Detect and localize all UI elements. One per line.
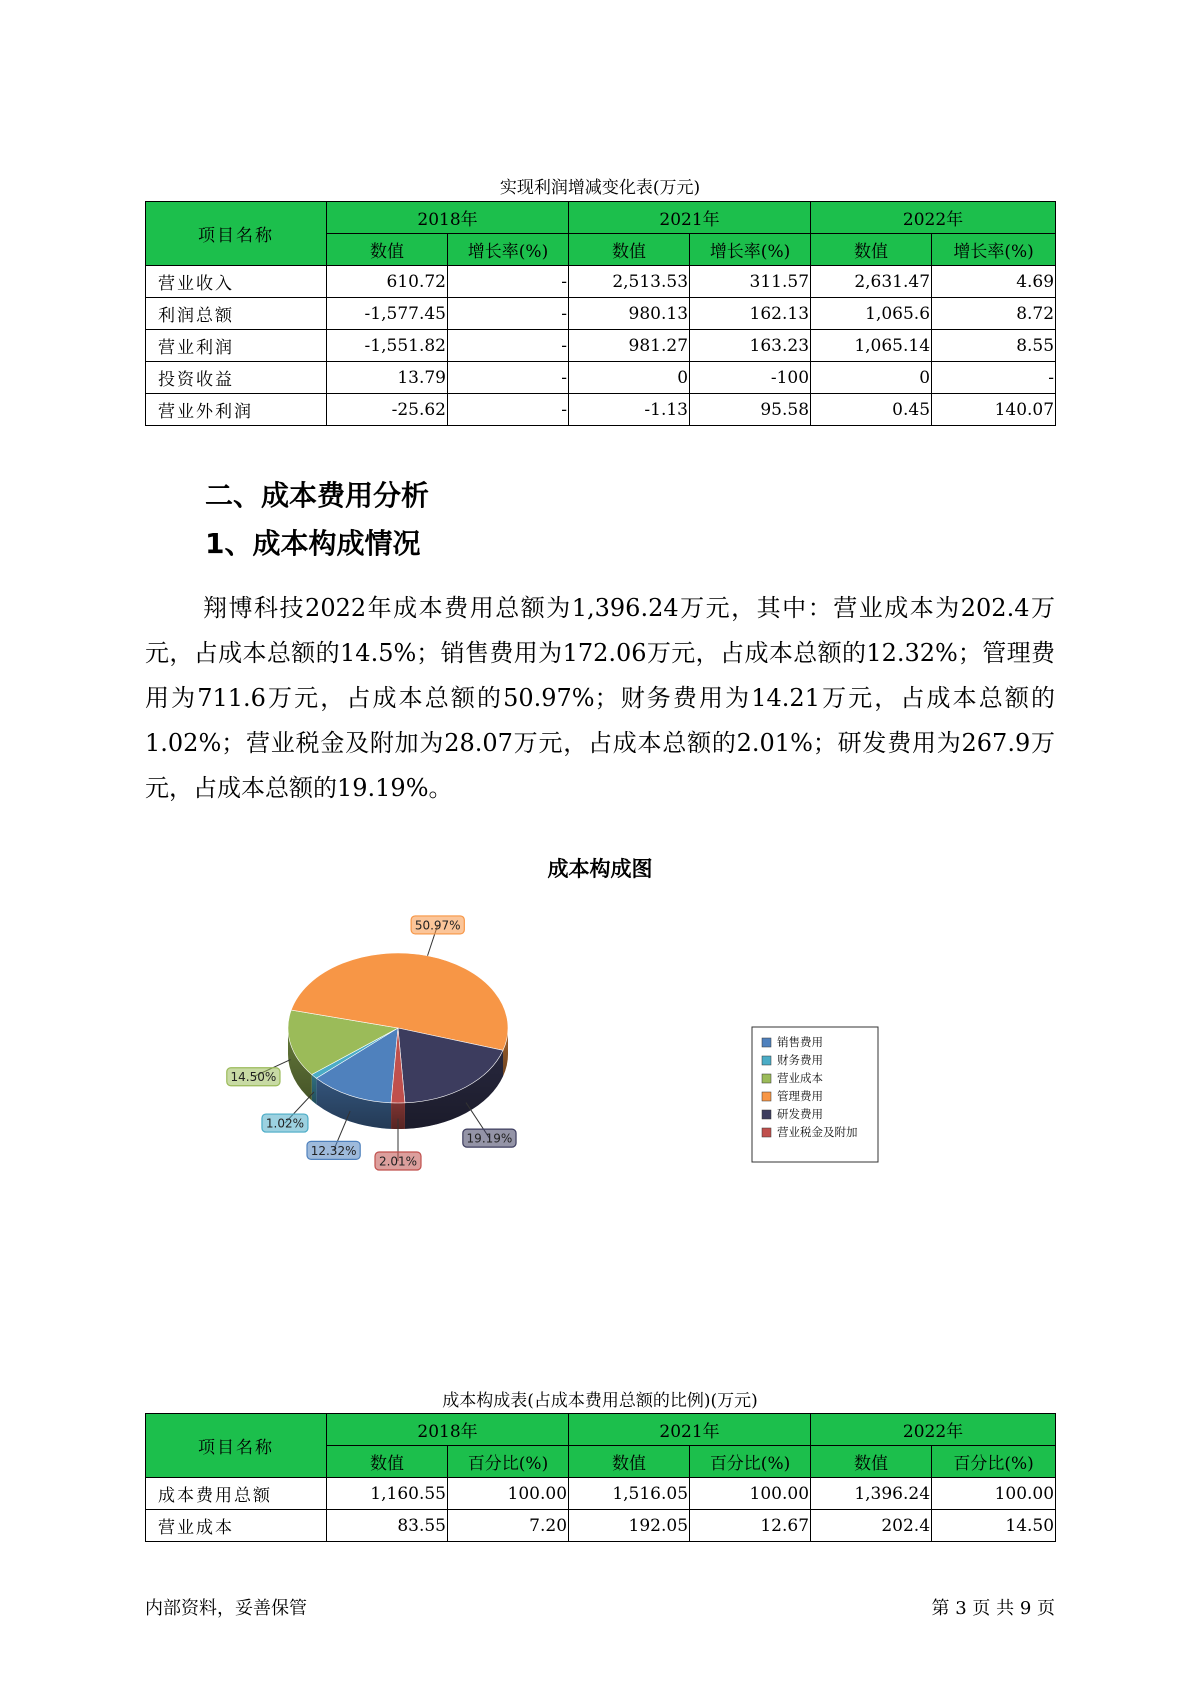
table-cell: 202.4 [811, 1510, 932, 1542]
sub-header: 数值 [327, 1446, 448, 1478]
sub-header: 百分比(%) [448, 1446, 569, 1478]
sub-header: 数值 [569, 1446, 690, 1478]
table-cell: 100.00 [690, 1478, 811, 1510]
table-row [146, 298, 1056, 330]
row-name: 利润总额 [146, 298, 327, 330]
table-row [146, 362, 1056, 394]
paragraph-text: 翔博科技2022年成本费用总额为1,396.24万元，其中：营业成本为202.4万元，占成本总额的14.5%；销售费用为172.06万元，占成本总额的12.32%；管理费用为711.6万元，占成本总额的50.97%；财务费用为14.21万元，占成本总额的1.02%；营业税金及附加为28.07万元，占成本总额的2.01%；研发费用为267.9万元，占成本总额的19.19%。 [145, 594, 1055, 802]
profit-table-body [146, 202, 1056, 426]
row-name: 营业成本 [146, 1510, 327, 1542]
footer-page-number: 第 3 页 共 9 页 [931, 1598, 1055, 1619]
table-cell: - [448, 394, 569, 426]
table-cell: 83.55 [327, 1510, 448, 1542]
table-cell: 2,631.47 [811, 266, 932, 298]
sub-header: 增长率(%) [932, 234, 1056, 266]
sub-header: 增长率(%) [690, 234, 811, 266]
col-name-header: 项目名称 [146, 202, 327, 266]
legend-swatch [762, 1092, 771, 1101]
sub-header: 数值 [811, 234, 932, 266]
table-cell: 95.58 [690, 394, 811, 426]
table-cell: 13.79 [327, 362, 448, 394]
table-cell: - [448, 298, 569, 330]
year-header: 2021年 [569, 1414, 811, 1446]
table-cell: 1,516.05 [569, 1478, 690, 1510]
table-cell: 1,065.14 [811, 330, 932, 362]
legend-swatch [762, 1128, 771, 1137]
table-cell: 192.05 [569, 1510, 690, 1542]
pie-legend [752, 1027, 878, 1162]
year-header: 2022年 [811, 202, 1056, 234]
table-cell: 0 [569, 362, 690, 394]
table-cell: 0 [811, 362, 932, 394]
legend-label: 营业税金及附加 [777, 1125, 858, 1139]
sub-header: 百分比(%) [690, 1446, 811, 1478]
sub-header: 数值 [811, 1446, 932, 1478]
table-cell: - [932, 362, 1056, 394]
table-cell: -25.62 [327, 394, 448, 426]
profit-change-table [145, 201, 1056, 426]
pie-label: 14.50% [230, 1070, 277, 1085]
pie-top-group [288, 953, 508, 1103]
row-name: 投资收益 [146, 362, 327, 394]
table-cell: 12.67 [690, 1510, 811, 1542]
table-cell: 610.72 [327, 266, 448, 298]
table-cell: 100.00 [448, 1478, 569, 1510]
legend-label: 销售费用 [777, 1035, 823, 1049]
table-cell: 14.50 [932, 1510, 1056, 1542]
table-cell: - [448, 362, 569, 394]
table-cell: -1,551.82 [327, 330, 448, 362]
table-cell: 0.45 [811, 394, 932, 426]
table-cell: 163.23 [690, 330, 811, 362]
sub-header: 数值 [327, 234, 448, 266]
legend-swatch [762, 1074, 771, 1083]
table-row [146, 266, 1056, 298]
table1-caption: 实现利润增减变化表(万元) [499, 178, 701, 198]
table-cell: 7.20 [448, 1510, 569, 1542]
pie-label: 50.97% [414, 918, 461, 933]
legend-swatch [762, 1110, 771, 1119]
table-cell: 162.13 [690, 298, 811, 330]
cost-pie-chart [200, 900, 920, 1200]
table-cell: 1,065.6 [811, 298, 932, 330]
sub-header: 数值 [569, 234, 690, 266]
table-cell: 981.27 [569, 330, 690, 362]
subsection-heading: 1、成本构成情况 [205, 527, 421, 560]
row-name: 成本费用总额 [146, 1478, 327, 1510]
legend-label: 营业成本 [777, 1071, 823, 1085]
table-cell: -1,577.45 [327, 298, 448, 330]
section-heading: 二、成本费用分析 [205, 479, 430, 512]
pie-label: 12.32% [310, 1143, 357, 1158]
col-name-header: 项目名称 [146, 1414, 327, 1478]
table-row [146, 330, 1056, 362]
chart-title: 成本构成图 [547, 857, 653, 881]
row-name: 营业利润 [146, 330, 327, 362]
table-row [146, 1510, 1056, 1542]
sub-header: 百分比(%) [932, 1446, 1056, 1478]
row-name: 营业收入 [146, 266, 327, 298]
year-header: 2022年 [811, 1414, 1056, 1446]
table-cell: - [448, 330, 569, 362]
pie-slice-side-shade [312, 1075, 317, 1105]
table-cell: 8.72 [932, 298, 1056, 330]
legend-label: 管理费用 [777, 1089, 823, 1103]
pie-label: 19.19% [466, 1131, 513, 1146]
table-cell: -1.13 [569, 394, 690, 426]
sub-header: 增长率(%) [448, 234, 569, 266]
table-cell: 2,513.53 [569, 266, 690, 298]
year-header: 2021年 [569, 202, 811, 234]
table-cell: 4.69 [932, 266, 1056, 298]
legend-swatch [762, 1038, 771, 1047]
cost-composition-table [145, 1413, 1056, 1542]
table-cell: 311.57 [690, 266, 811, 298]
pie-label: 2.01% [378, 1154, 418, 1169]
year-header: 2018年 [327, 1414, 569, 1446]
legend-label: 研发费用 [777, 1107, 823, 1121]
table-cell: 1,160.55 [327, 1478, 448, 1510]
row-name: 营业外利润 [146, 394, 327, 426]
cost-summary-paragraph [145, 586, 1055, 811]
cost-table-body [146, 1414, 1056, 1542]
cost-header-row [146, 1414, 1056, 1446]
table-cell: 8.55 [932, 330, 1056, 362]
footer-confidential: 内部资料，妥善保管 [145, 1598, 307, 1619]
table-cell: - [448, 266, 569, 298]
table-cell: -100 [690, 362, 811, 394]
profit-header-row [146, 202, 1056, 234]
pie-label: 1.02% [265, 1116, 305, 1131]
year-header: 2018年 [327, 202, 569, 234]
legend-swatch [762, 1056, 771, 1065]
table2-caption: 成本构成表(占成本费用总额的比例)(万元) [442, 1391, 758, 1411]
table-row [146, 1478, 1056, 1510]
table-cell: 1,396.24 [811, 1478, 932, 1510]
table-cell: 100.00 [932, 1478, 1056, 1510]
table-row [146, 394, 1056, 426]
table-cell: 980.13 [569, 298, 690, 330]
table-cell: 140.07 [932, 394, 1056, 426]
legend-label: 财务费用 [777, 1053, 823, 1067]
